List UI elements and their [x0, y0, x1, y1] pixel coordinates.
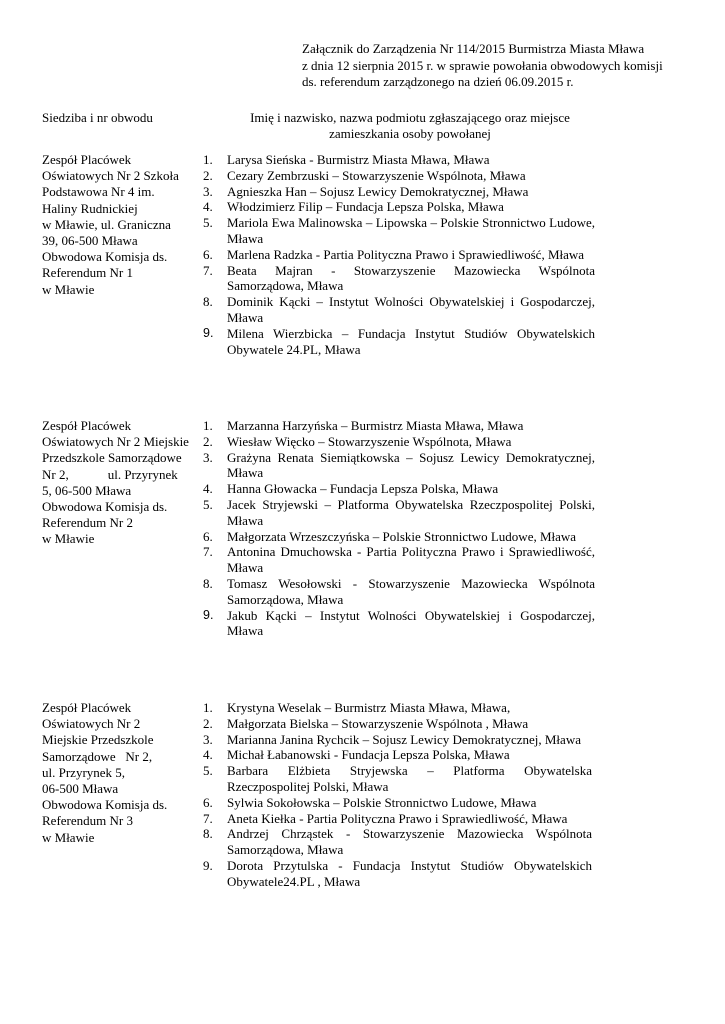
district-location — [42, 700, 202, 846]
column-header-line: zamieszkania osoby powołanej — [329, 126, 491, 141]
location-line: Miejskie Przedszkole — [42, 732, 154, 748]
member-item — [203, 576, 595, 608]
member-number: 3. — [203, 449, 213, 465]
member-text: Cezary Zembrzuski – Stowarzyszenie Wspólnota, Mława — [227, 167, 526, 183]
location-line: w Mławie, ul. Graniczna — [42, 216, 171, 232]
location-line: Podstawowa Nr 4 im. — [42, 184, 155, 200]
member-item — [203, 794, 592, 811]
location-line: Oświatowych Nr 2 — [42, 716, 141, 732]
member-text: Małgorzata Bielska – Stowarzyszenie Wspólnota , Mława — [227, 715, 529, 731]
district-location — [42, 152, 202, 298]
member-item — [203, 763, 592, 795]
location-line: Samorządowe Nr 2, — [42, 748, 153, 764]
member-number: 7. — [203, 810, 213, 826]
member-item — [203, 529, 595, 545]
member-text: Włodzimierz Filip – Fundacja Lepsza Polska, Mława — [227, 199, 504, 215]
member-number: 1. — [203, 700, 213, 715]
member-text: Agnieszka Han – Sojusz Lewicy Demokratycznej, Mława — [227, 183, 529, 199]
member-list — [203, 418, 595, 639]
member-item — [203, 857, 592, 890]
member-item — [203, 810, 592, 827]
member-number: 4. — [203, 747, 213, 763]
location-line: w Mławie — [42, 829, 95, 845]
member-item — [203, 168, 595, 184]
location-line: 06-500 Mława — [42, 781, 119, 797]
member-text: Dorota Przytulska - Fundacja Instytut Studiów Obywatelskich Obywatele24.PL , Mława — [227, 857, 592, 889]
member-number: 1. — [203, 152, 213, 167]
member-item — [203, 747, 592, 763]
member-number: 3. — [203, 183, 213, 199]
member-item — [203, 294, 595, 326]
member-item — [203, 700, 592, 716]
member-number: 5. — [203, 763, 213, 779]
header-line: Załącznik do Zarządzenia Nr 114/2015 Burmistrza Miasta Mława — [302, 41, 645, 56]
member-item — [203, 608, 595, 640]
location-line: Referendum Nr 3 — [42, 813, 133, 829]
member-item — [203, 481, 595, 497]
member-list — [203, 700, 592, 890]
member-item — [203, 326, 595, 358]
member-text: Beata Majran - Stowarzyszenie Mazowiecka Wspólnota Samorządowa, Mława — [227, 262, 595, 294]
member-number: 9. — [203, 325, 214, 340]
member-text: Tomasz Wesołowski - Stowarzyszenie Mazowiecka Wspólnota Samorządowa, Mława — [227, 575, 595, 607]
member-number: 9. — [203, 857, 213, 873]
member-text: Larysa Sieńska - Burmistrz Miasta Mława, Mława — [227, 152, 490, 167]
member-item — [203, 199, 595, 215]
column-header-line: Imię i nazwisko, nazwa podmiotu zgłaszającego oraz miejsce — [250, 110, 570, 125]
member-number: 2. — [203, 167, 213, 183]
member-text: Antonina Dmuchowska - Partia Polityczna Prawo i Sprawiedliwość, Mława — [227, 544, 595, 576]
member-text: Hanna Głowacka – Fundacja Lepsza Polska, Mława — [227, 481, 499, 497]
location-line: Zespół Placówek — [42, 418, 132, 433]
member-text: Sylwia Sokołowska – Polskie Stronnictwo Ludowe, Mława — [227, 794, 537, 810]
member-item — [203, 152, 595, 168]
member-text: Grażyna Renata Siemiątkowska – Sojusz Lewicy Demokratycznej, Mława — [227, 449, 595, 481]
member-number: 8. — [203, 826, 213, 842]
header-line: ds. referendum zarządzonego na dzień 06.09.2015 r. — [302, 74, 574, 89]
member-list — [203, 152, 595, 357]
member-item — [203, 731, 592, 748]
district-location — [42, 418, 202, 548]
column-header-members — [220, 110, 600, 142]
member-text: Mariola Ewa Malinowska – Lipowska – Polskie Stronnictwo Ludowe, Mława — [227, 215, 595, 246]
location-line: 39, 06-500 Mława — [42, 233, 138, 249]
member-item — [203, 715, 592, 732]
location-line: Oświatowych Nr 2 Miejskie — [42, 434, 189, 450]
member-item — [203, 418, 595, 434]
location-line: Zespół Placówek — [42, 700, 132, 715]
member-item — [203, 544, 595, 576]
location-line: ul. Przyrynek 5, — [42, 764, 126, 780]
member-number: 8. — [203, 294, 213, 310]
location-line: w Mławie — [42, 281, 95, 297]
member-item — [203, 434, 595, 450]
member-number: 6. — [203, 794, 213, 810]
location-line: Obwodowa Komisja ds. — [42, 797, 168, 813]
location-line: Obwodowa Komisja ds. — [42, 499, 168, 515]
member-number: 2. — [203, 715, 213, 731]
location-line: 5, 06-500 Mława — [42, 482, 132, 498]
member-text: Marzanna Harzyńska – Burmistrz Miasta Mława, Mława — [227, 418, 524, 433]
location-line: Referendum Nr 1 — [42, 265, 133, 281]
location-line: Nr 2, ul. Przyrynek — [42, 466, 178, 482]
member-number: 7. — [203, 262, 213, 278]
member-number: 6. — [203, 246, 213, 262]
member-item — [203, 263, 595, 295]
member-item — [203, 247, 595, 263]
member-text: Marlena Radzka - Partia Polityczna Prawo i Sprawiedliwość, Mława — [227, 246, 585, 262]
member-item — [203, 497, 595, 529]
member-number: 1. — [203, 418, 213, 433]
member-text: Barbara Elżbieta Stryjewska – Platforma Obywatelska Rzeczpospolitej Polski, Mława — [227, 763, 592, 794]
member-item — [203, 826, 592, 858]
member-text: Aneta Kiełka - Partia Polityczna Prawo i Sprawiedliwość, Mława — [227, 810, 568, 826]
member-text: Jakub Kącki – Instytut Wolności Obywatelskiej i Gospodarczej, Mława — [227, 607, 595, 639]
member-number: 5. — [203, 496, 213, 512]
member-number: 3. — [203, 731, 213, 747]
location-line: Zespół Placówek — [42, 152, 132, 167]
location-line: Referendum Nr 2 — [42, 515, 133, 531]
location-line: Oświatowych Nr 2 Szkoła — [42, 168, 179, 184]
member-item — [203, 184, 595, 200]
member-item — [203, 450, 595, 482]
member-text: Wiesław Więcko – Stowarzyszenie Wspólnota, Mława — [227, 433, 512, 449]
member-text: Milena Wierzbicka – Fundacja Instytut Studiów Obywatelskich Obywatele 24.PL, Mława — [227, 325, 595, 357]
member-text: Andrzej Chrząstek - Stowarzyszenie Mazowiecka Wspólnota Samorządowa, Mława — [227, 826, 592, 858]
member-text: Marianna Janina Rychcik – Sojusz Lewicy Demokratycznej, Mława — [227, 731, 581, 747]
member-text: Krystyna Weselak – Burmistrz Miasta Mława, Mława, — [227, 700, 511, 715]
member-number: 7. — [203, 544, 213, 560]
location-line: Przedszkole Samorządowe — [42, 450, 182, 466]
member-number: 5. — [203, 215, 213, 231]
header-line: z dnia 12 sierpnia 2015 r. w sprawie powołania obwodowych komisji — [302, 57, 663, 73]
member-number: 9. — [203, 607, 214, 622]
member-text: Małgorzata Wrzeszczyńska – Polskie Stronnictwo Ludowe, Mława — [227, 528, 577, 544]
location-line: Obwodowa Komisja ds. — [42, 249, 168, 265]
attachment-header — [302, 41, 702, 91]
member-item — [203, 215, 595, 247]
member-number: 6. — [203, 528, 213, 544]
member-text: Dominik Kącki – Instytut Wolności Obywatelskiej i Gospodarczej, Mława — [227, 294, 595, 325]
member-text: Michał Łabanowski - Fundacja Lepsza Polska, Mława — [227, 747, 510, 763]
member-number: 4. — [203, 199, 213, 215]
member-number: 2. — [203, 433, 213, 449]
location-line: Haliny Rudnickiej — [42, 200, 138, 216]
column-header-location: Siedziba i nr obwodu — [42, 110, 153, 125]
member-number: 8. — [203, 575, 213, 591]
location-line: w Mławie — [42, 531, 95, 547]
member-text: Jacek Stryjewski – Platforma Obywatelska Rzeczpospolitej Polski, Mława — [227, 496, 595, 528]
member-number: 4. — [203, 481, 213, 497]
